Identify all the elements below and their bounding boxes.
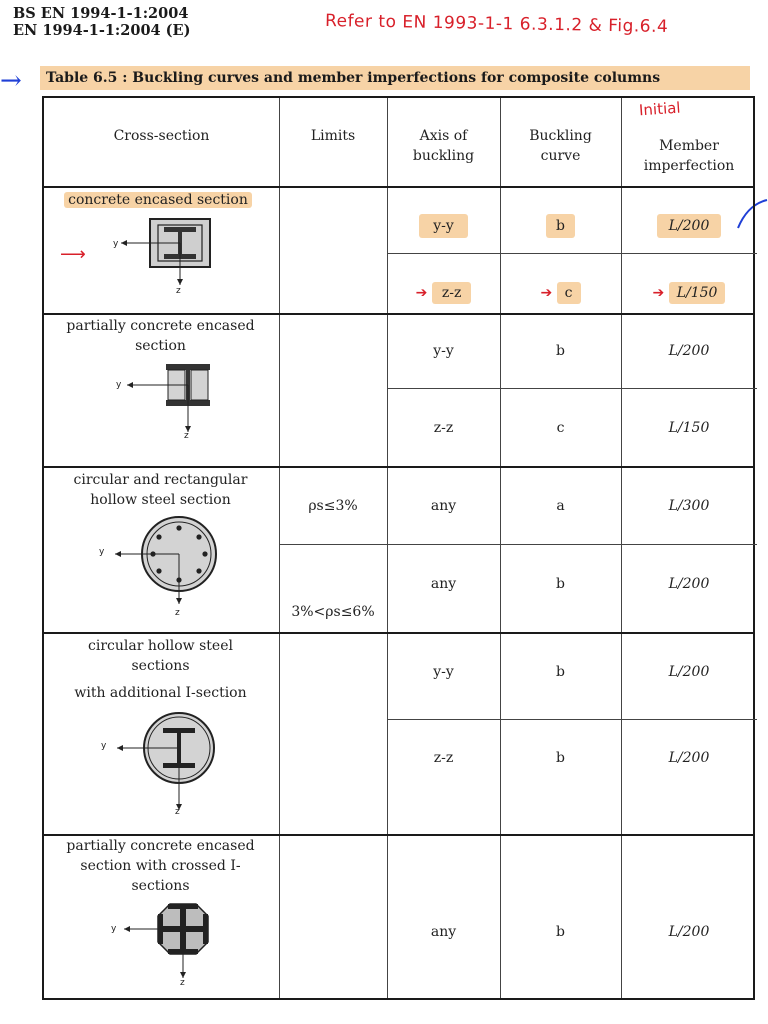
axis-value: z-z [433, 750, 454, 766]
section-label-line: section with crossed I- [80, 858, 241, 874]
handwritten-arrow-icon: → [0, 66, 22, 96]
curve-value: b [556, 576, 565, 592]
axis-cell [387, 218, 500, 234]
curve-cell [500, 218, 621, 234]
header-axis-line2: buckling [412, 148, 475, 164]
handwritten-arrow-icon: ➔ [540, 285, 553, 301]
section-label-line: partially concrete encased [66, 838, 255, 854]
curve-value: a [556, 498, 565, 514]
circular-hollow-section-icon [99, 514, 229, 614]
section-label-line: sections [131, 878, 190, 894]
axis-value: any [430, 498, 457, 514]
concrete-encased-section-icon [109, 213, 219, 305]
axis-value: y-y [433, 343, 454, 359]
imperfection-cell [621, 218, 757, 234]
section-label [48, 470, 273, 510]
limits-value: ρs≤3% [308, 498, 358, 514]
section-label-line: circular hollow steel [88, 638, 233, 654]
imperfection-value: L/200 [668, 750, 710, 766]
section-label-line: section [135, 338, 186, 354]
handwritten-arrow-icon: ➔ [652, 285, 665, 301]
buckling-table [42, 96, 755, 1000]
section-label-line: partially concrete encased [66, 318, 255, 334]
curve-value: b [556, 750, 565, 766]
header-curve-line2: curve [540, 148, 581, 164]
standard-code-edition: EN 1994-1-1:2004 (E) [13, 22, 191, 39]
axis-label-z: z [180, 978, 185, 988]
crossed-i-section-icon [104, 898, 224, 994]
imperfection-value: L/200 [668, 924, 710, 940]
axis-value: z-z [432, 282, 471, 304]
limits-value: 3%<ρs≤6% [291, 604, 375, 620]
imperfection-value: L/200 [668, 576, 710, 592]
header-axis [387, 126, 500, 166]
imperfection-value: L/200 [668, 664, 710, 680]
axis-value: y-y [419, 214, 468, 238]
axis-label-z: z [176, 286, 181, 296]
section-label [48, 316, 273, 356]
curve-value: b [556, 924, 565, 940]
axis-value: y-y [433, 664, 454, 680]
axis-cell [387, 284, 500, 302]
axis-value: any [430, 576, 457, 592]
header-imperfection [621, 136, 757, 176]
circular-hollow-with-i-section-icon [99, 710, 229, 822]
curve-value: c [556, 420, 565, 436]
table-title: Table 6.5 : Buckling curves and member imperfections for composite columns [40, 66, 750, 90]
imperfection-value: L/150 [668, 420, 710, 436]
imperfection-value: L/150 [669, 282, 726, 304]
axis-value: z-z [433, 420, 454, 436]
header-imp-line2: imperfection [643, 158, 735, 174]
axis-value: any [430, 924, 457, 940]
handwritten-arrow-icon: ⟶ [60, 244, 86, 265]
section-label [48, 636, 273, 703]
axis-label-z: z [184, 431, 189, 441]
section-label-line: concrete encased section [64, 192, 252, 208]
curve-value: b [546, 214, 575, 238]
document-header [13, 5, 190, 39]
section-label-line: with additional I-section [74, 685, 247, 701]
section-label [48, 836, 273, 896]
standard-code: BS EN 1994-1-1:2004 [13, 5, 189, 22]
header-limits: Limits [310, 128, 356, 144]
imperfection-cell [621, 284, 757, 302]
section-label-line: circular and rectangular [73, 472, 248, 488]
header-buckling-curve [500, 126, 621, 166]
section-label-line: sections [131, 658, 190, 674]
partially-encased-section-icon [109, 360, 219, 444]
curve-cell [500, 284, 621, 302]
handwritten-reference-note: Refer to EN 1993-1-1 6.3.1.2 & Fig.6.4 [324, 11, 669, 37]
axis-label-y: y [111, 924, 117, 934]
header-axis-line1: Axis of [419, 128, 468, 144]
section-label-line: hollow steel section [90, 492, 231, 508]
imperfection-value: L/200 [668, 343, 710, 359]
curve-value: b [556, 343, 565, 359]
header-cross-section: Cross-section [113, 128, 210, 144]
handwritten-arrow-icon: ➔ [415, 285, 428, 301]
axis-label-y: y [116, 380, 122, 390]
axis-label-y: y [113, 239, 119, 249]
curve-value: c [557, 282, 581, 304]
imperfection-value: L/200 [657, 214, 722, 238]
axis-label-y: y [99, 547, 105, 557]
header-curve-line1: Buckling [529, 128, 592, 144]
section-label [48, 190, 268, 210]
handwritten-initial-note: Initial [638, 98, 682, 120]
axis-label-z: z [175, 608, 180, 618]
header-imp-line1: Member [659, 138, 719, 154]
axis-label-y: y [101, 741, 107, 751]
axis-label-z: z [175, 807, 180, 817]
curve-value: b [556, 664, 565, 680]
imperfection-value: L/300 [668, 498, 710, 514]
